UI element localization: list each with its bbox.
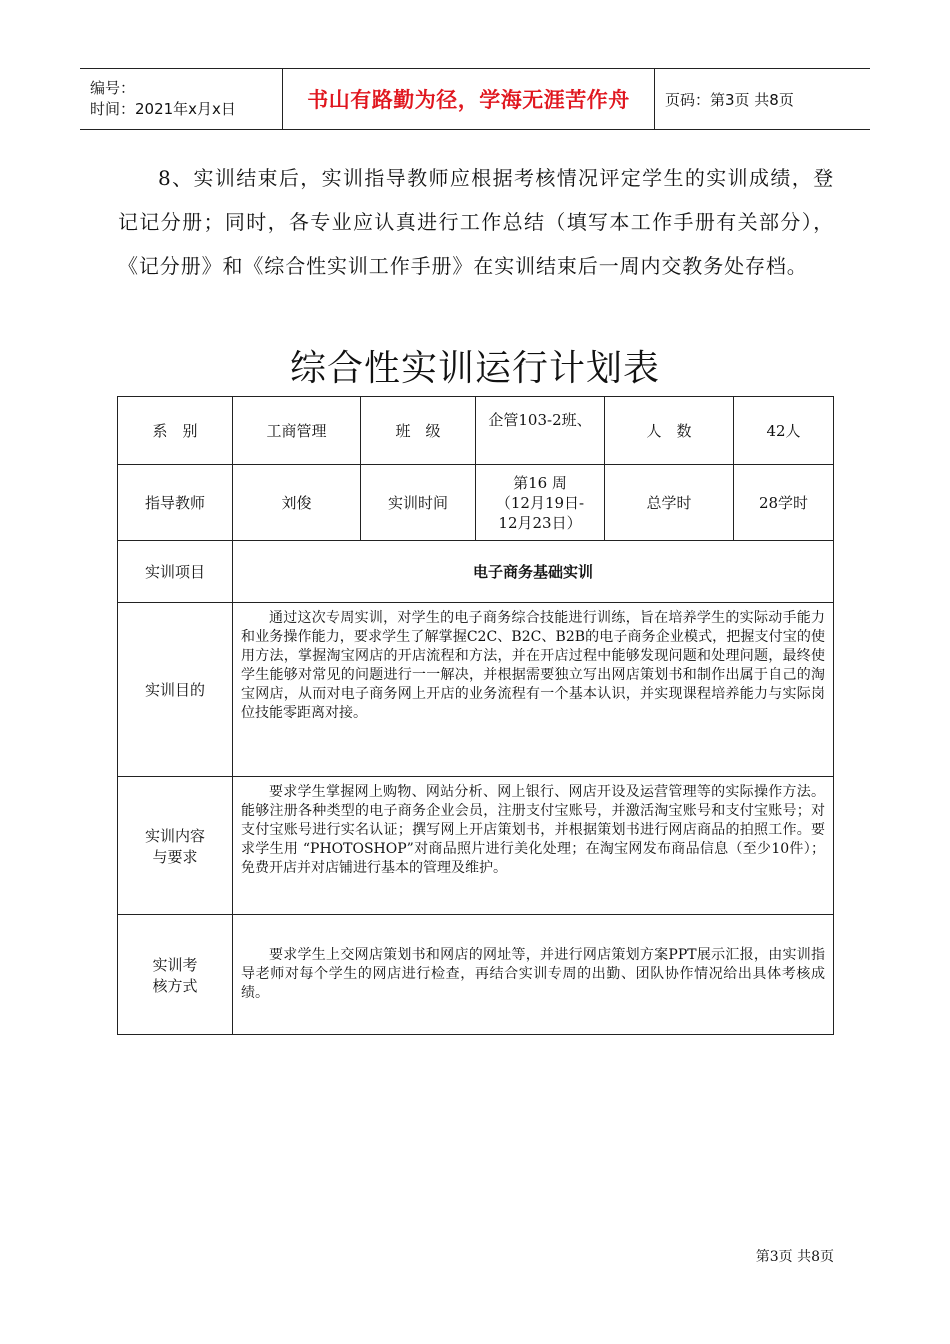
header-time-label: 时间：2021年x月x日 <box>90 100 236 118</box>
time-label: 实训时间 <box>361 465 476 541</box>
plan-table <box>117 396 834 1035</box>
header-motto: 书山有路勤为径，学海无涯苦作舟 <box>307 88 630 112</box>
intro-paragraph: 8、实训结束后，实训指导教师应根据考核情况评定学生的实训成绩，登记记分册；同时，各专业应认真进行工作总结（填写本工作手册有关部分），《记分册》和《综合性实训工作手册》在实训结束后一周内交教务处存档。 <box>118 166 834 278</box>
teacher-label: 指导教师 <box>118 465 233 541</box>
goal-text: 通过这次专周实训，对学生的电子商务综合技能进行训练，旨在培养学生的实际动手能力和业务操作能力，要求学生了解掌握C2C、B2C、B2B的电子商务企业模式，把握支付宝的使用方法，掌握淘宝网店的开店流程和方法，并在开店过程中能够发现问题和处理问题，最终使学生能够对常见的问题进行一一解决，并根据需要独立写出网店策划书和制作出属于自己的淘宝网店，从而对电子商务网上开店的业务流程有一个基本认识，并实现课程培养能力与实际岗位技能零距离对接。 <box>241 610 825 721</box>
header-motto-cell <box>282 69 655 129</box>
content-label-line2: 与要求 <box>152 847 198 866</box>
class-label: 班 级 <box>361 397 476 465</box>
table-row <box>118 915 834 1035</box>
project-value: 电子商务基础实训 <box>233 541 834 603</box>
goal-cell <box>233 603 834 777</box>
class-value: 企管103-2班、 <box>476 397 605 465</box>
project-label: 实训项目 <box>118 541 233 603</box>
table-row <box>118 777 834 915</box>
page-header <box>80 68 870 130</box>
count-label: 人 数 <box>605 397 734 465</box>
content-label-line1: 实训内容 <box>144 826 205 845</box>
assess-text: 要求学生上交网店策划书和网店的网址等，并进行网店策划方案PPT展示汇报，由实训指导老师对每个学生的网店进行检查，再结合实训专周的出勤、团队协作情况给出具体考核成绩。 <box>241 947 825 1001</box>
table-row <box>118 465 834 541</box>
assess-cell <box>233 915 834 1035</box>
time-range-start: （12月19日- <box>495 493 585 512</box>
page-title: 综合性实训运行计划表 <box>289 348 660 389</box>
hours-value: 28学时 <box>734 465 834 541</box>
content-label <box>118 777 233 915</box>
page-footer: 第3页 共8页 <box>755 1249 834 1265</box>
time-week: 第16 周 <box>513 473 567 492</box>
content-cell <box>233 777 834 915</box>
table-row <box>118 397 834 465</box>
header-page-cell <box>655 69 870 129</box>
time-range-end: 12月23日） <box>498 513 582 532</box>
header-page-label: 页码：第3页 共8页 <box>665 90 794 109</box>
time-value <box>476 465 605 541</box>
teacher-value: 刘俊 <box>233 465 361 541</box>
table-row <box>118 603 834 777</box>
assess-label-line2: 核方式 <box>152 976 198 995</box>
content-text: 要求学生掌握网上购物、网站分析、网上银行、网店开设及运营管理等的实际操作方法。能够注册各种类型的电子商务企业会员，注册支付宝账号，并激活淘宝账号和支付宝账号；对支付宝账号进行实名认证；撰写网上开店策划书，并根据策划书进行网店商品的拍照工作。要求学生用 “PHOTOSHOP”对商品照片进行美化处理；在淘宝网发布商品信息（至少10件）；免费开店并对店铺进行基本的管理及维护。 <box>241 784 825 876</box>
dept-label: 系 别 <box>118 397 233 465</box>
count-value: 42人 <box>734 397 834 465</box>
hours-label: 总学时 <box>605 465 734 541</box>
goal-label: 实训目的 <box>118 603 233 777</box>
header-meta <box>80 69 282 129</box>
assess-label <box>118 915 233 1035</box>
assess-label-line1: 实训考 <box>152 955 198 974</box>
header-number-label: 编号： <box>90 79 136 97</box>
dept-value: 工商管理 <box>233 397 361 465</box>
table-row <box>118 541 834 603</box>
